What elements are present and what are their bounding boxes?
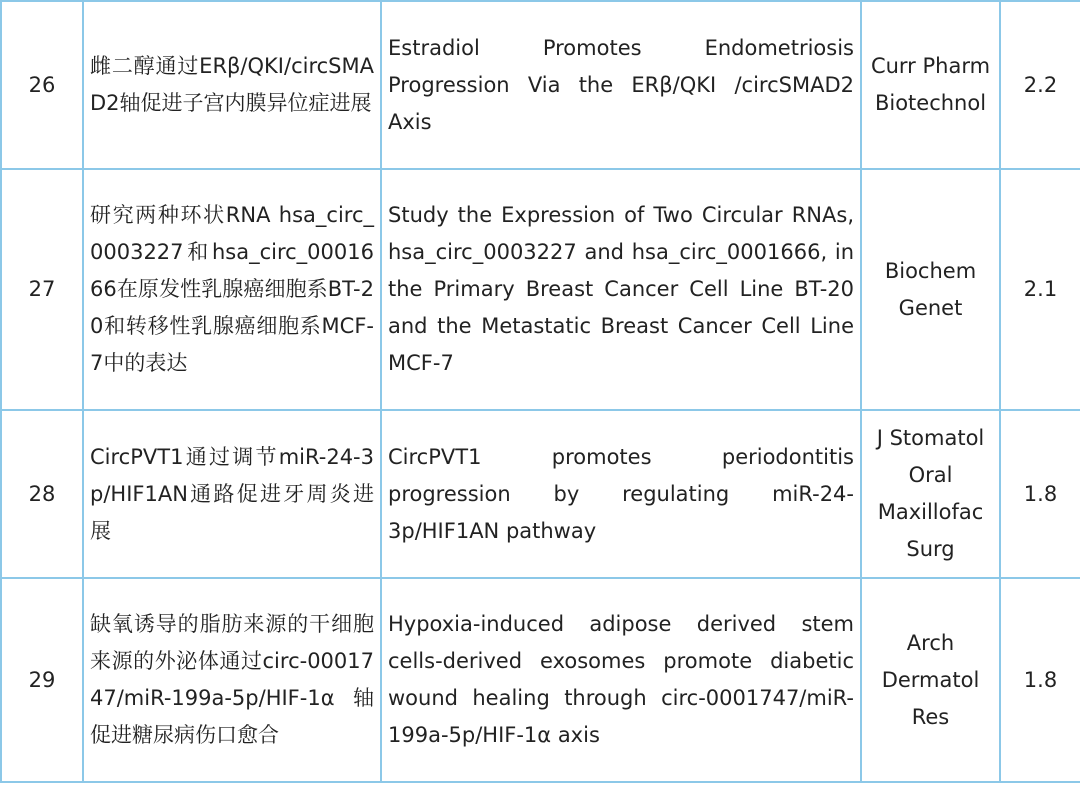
chinese-title: 雌二醇通过ERβ/QKI/circSMAD2轴促进子宫内膜异位症进展: [83, 1, 381, 169]
journal-name: Biochem Genet: [861, 169, 1000, 410]
impact-factor: 1.8: [1000, 578, 1080, 782]
row-number: 27: [1, 169, 83, 410]
table-row: [1, 1, 1080, 169]
english-title: Study the Expression of Two Circular RNAs, hsa_circ_0003227 and hsa_circ_0001666, in the Primary Breast Cancer Cell Line BT-20 and the Metastatic Breast Cancer Cell Line MCF-7: [381, 169, 861, 410]
chinese-title: 缺氧诱导的脂肪来源的干细胞来源的外泌体通过circ-0001747/miR-199a-5p/HIF-1α轴促进糖尿病伤口愈合: [83, 578, 381, 782]
row-number: 26: [1, 1, 83, 169]
table-row: [1, 169, 1080, 410]
chinese-title: 研究两种环状RNA hsa_circ_0003227和hsa_circ_0001666在原发性乳腺癌细胞系BT-20和转移性乳腺癌细胞系MCF-7中的表达: [83, 169, 381, 410]
impact-factor: 2.1: [1000, 169, 1080, 410]
table-row: [1, 410, 1080, 578]
impact-factor: 1.8: [1000, 410, 1080, 578]
table-row: [1, 578, 1080, 782]
journal-name: Arch Dermatol Res: [861, 578, 1000, 782]
impact-factor: 2.2: [1000, 1, 1080, 169]
english-title: Hypoxia-induced adipose derived stem cells-derived exosomes promote diabetic wound healing through circ-0001747/miR-199a-5p/HIF-1α axis: [381, 578, 861, 782]
english-title: CircPVT1 promotes periodontitis progression by regulating miR-24-3p/HIF1AN pathway: [381, 410, 861, 578]
row-number: 29: [1, 578, 83, 782]
chinese-title: CircPVT1通过调节miR-24-3p/HIF1AN通路促进牙周炎进展: [83, 410, 381, 578]
english-title: Estradiol Promotes Endometriosis Progression Via the ERβ/QKI /circSMAD2 Axis: [381, 1, 861, 169]
journal-name: Curr Pharm Biotechnol: [861, 1, 1000, 169]
journal-name: J Stomatol Oral Maxillofac Surg: [861, 410, 1000, 578]
row-number: 28: [1, 410, 83, 578]
